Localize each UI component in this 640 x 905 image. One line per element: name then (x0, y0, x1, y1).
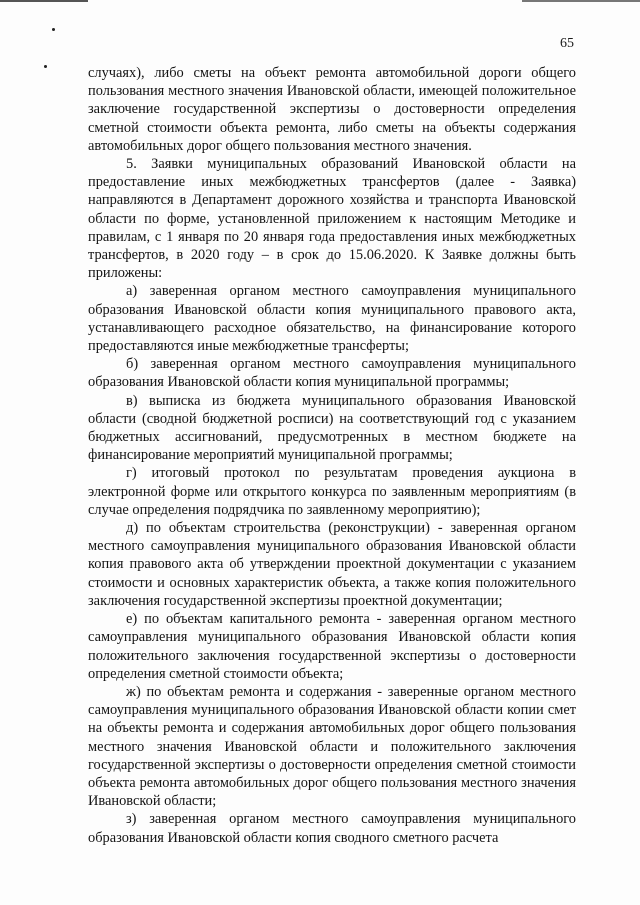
paragraph-item-5: 5. Заявки муниципальных образований Ивановской области на предоставление иных межбюджетных трансфертов (далее - Заявка) направляются в Департамент дорожного хозяйства и транспорта Ивановской области по форме, установленной приложением к настоящим Методике и правилам, с 1 января по 20 января года предоставления иных межбюджетных трансфертов, в 2020 году – в срок до 15.06.2020. К Заявке должны быть приложены: (88, 156, 576, 282)
paragraph-subitem-e: е) по объектам капитального ремонта - заверенная органом местного самоуправления муниципального образования Ивановской области копия положительного заключения государственной экспертизы о достоверности определения сметной стоимости объекта; (88, 611, 576, 682)
document-body (88, 64, 576, 847)
paragraph-subitem-g: г) итоговый протокол по результатам проведения аукциона в электронной форме или открытого конкурса по заявленным мероприятиям (в случае определения подрядчика по заявленному мероприятию); (88, 465, 576, 518)
scan-edge-mark (0, 0, 88, 2)
paragraph-subitem-b: б) заверенная органом местного самоуправления муниципального образования Ивановской области копия муниципальной программы; (88, 356, 576, 391)
paragraph-subitem-v: в) выписка из бюджета муниципального образования Ивановской области (сводной бюджетной росписи) на соответствующий год с указанием бюджетных ассигнований, предусмотренных в местном бюджете на финансирование мероприятий муниципальной программы; (88, 392, 576, 464)
scan-speck (52, 28, 55, 31)
scan-edge-mark (522, 0, 640, 2)
paragraph-continuation: случаях), либо сметы на объект ремонта автомобильной дороги общего пользования местного значения Ивановской области, имеющей положительное заключение государственной экспертизы о достоверности определения сметной стоимости объекта ремонта, либо сметы на объекты содержания автомобильных дорог общего пользования местного значения. (88, 65, 576, 154)
scan-speck (44, 65, 47, 68)
paragraph-subitem-d: д) по объектам строительства (реконструкции) - заверенная органом местного самоуправления муниципального образования Ивановской области копия правового акта об утверждении проектной документации с указанием стоимости и основных характеристик объекта, а также копия положительного заключения государственной экспертизы проектной документации; (88, 520, 576, 609)
paragraph-subitem-z: з) заверенная органом местного самоуправления муниципального образования Ивановской области копия сводного сметного расчета (88, 811, 576, 846)
page-number: 65 (560, 36, 574, 51)
paragraph-subitem-zh: ж) по объектам ремонта и содержания - заверенные органом местного самоуправления муниципального образования Ивановской области копии смет на объекты ремонта и содержания автомобильных дорог общего пользования местного значения Ивановской области и положительного заключения государственной экспертизы о достоверности определения сметной стоимости объекта ремонта автомобильных дорог общего пользования местного значения Ивановской области; (88, 683, 576, 810)
paragraph-subitem-a: а) заверенная органом местного самоуправления муниципального образования Ивановской области копия муниципального правового акта, устанавливающего расходное обязательство, на финансирование которого предоставляются иные межбюджетные трансферты; (88, 283, 576, 355)
